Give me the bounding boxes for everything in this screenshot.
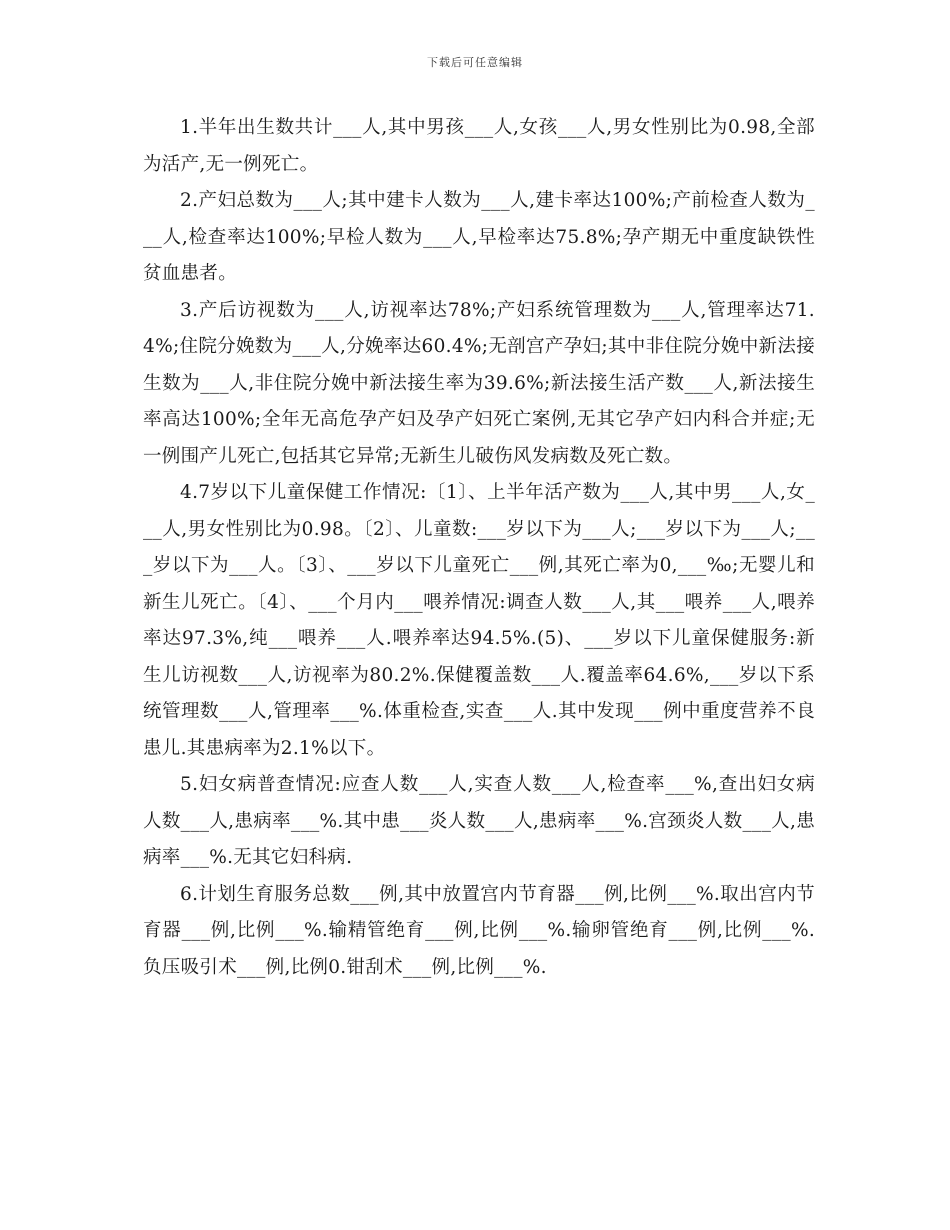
document-body xyxy=(143,110,815,986)
paragraph-4-child-health: 4.7岁以下儿童保健工作情况:〔1〕、上半年活产数为___人,其中男___人,女___人,男女性别比为0.98。〔2〕、儿童数:___岁以下为___人;___岁以下为___人;___岁以下为___人。〔3〕、___岁以下儿童死亡___例,其死亡率为0,___‰;无婴儿和新生儿死亡。〔4〕、___个月内___喂养情况:调查人数___人,其___喂养___人,喂养率达97.3%,纯___喂养___人.喂养率达94.5%.(5)、___岁以下儿童保健服务:新生儿访视数___人,访视率为80.2%.保健覆盖数___人.覆盖率64.6%,___岁以下系统管理数___人,管理率___%.体重检查,实查___人.其中发现___例中重度营养不良患儿.其患病率为2.1%以下。 xyxy=(143,482,815,759)
paragraph-3-postnatal-delivery: 3.产后访视数为___人,访视率达78%;产妇系统管理数为___人,管理率达71.4%;住院分娩数为___人,分娩率达60.4%;无剖宫产孕妇;其中非住院分娩中新法接生数为___人,非住院分娩中新法接生率为39.6%;新法接生活产数___人,新法接生率高达100%;全年无高危孕产妇及孕产妇死亡案例,无其它孕产妇内科合并症;无一例围产儿死亡,包括其它异常;无新生儿破伤风发病数及死亡数。 xyxy=(143,299,815,467)
paragraph-1-births: 1.半年出生数共计___人,其中男孩___人,女孩___人,男女性别比为0.98,全部为活产,无一例死亡。 xyxy=(143,117,815,175)
paragraph-6-family-planning: 6.计划生育服务总数___例,其中放置宫内节育器___例,比例___%.取出宫内节育器___例,比例___%.输精管绝育___例,比例___%.输卵管绝育___例,比例___%.负压吸引术___例,比例0.钳刮术___例,比例___%. xyxy=(143,883,815,978)
page-header-note: 下载后可任意编辑 xyxy=(427,56,523,69)
paragraph-2-maternal-totals: 2.产妇总数为___人;其中建卡人数为___人,建卡率达100%;产前检查人数为___人,检查率达100%;早检人数为___人,早检率达75.8%;孕产期无中重度缺铁性贫血患者。 xyxy=(143,190,815,284)
paragraph-5-gynecological-screening: 5.妇女病普查情况:应查人数___人,实查人数___人,检查率___%,查出妇女病人数___人,患病率___%.其中患___炎人数___人,患病率___%.宫颈炎人数___人,患病率___%.无其它妇科病. xyxy=(143,774,815,868)
